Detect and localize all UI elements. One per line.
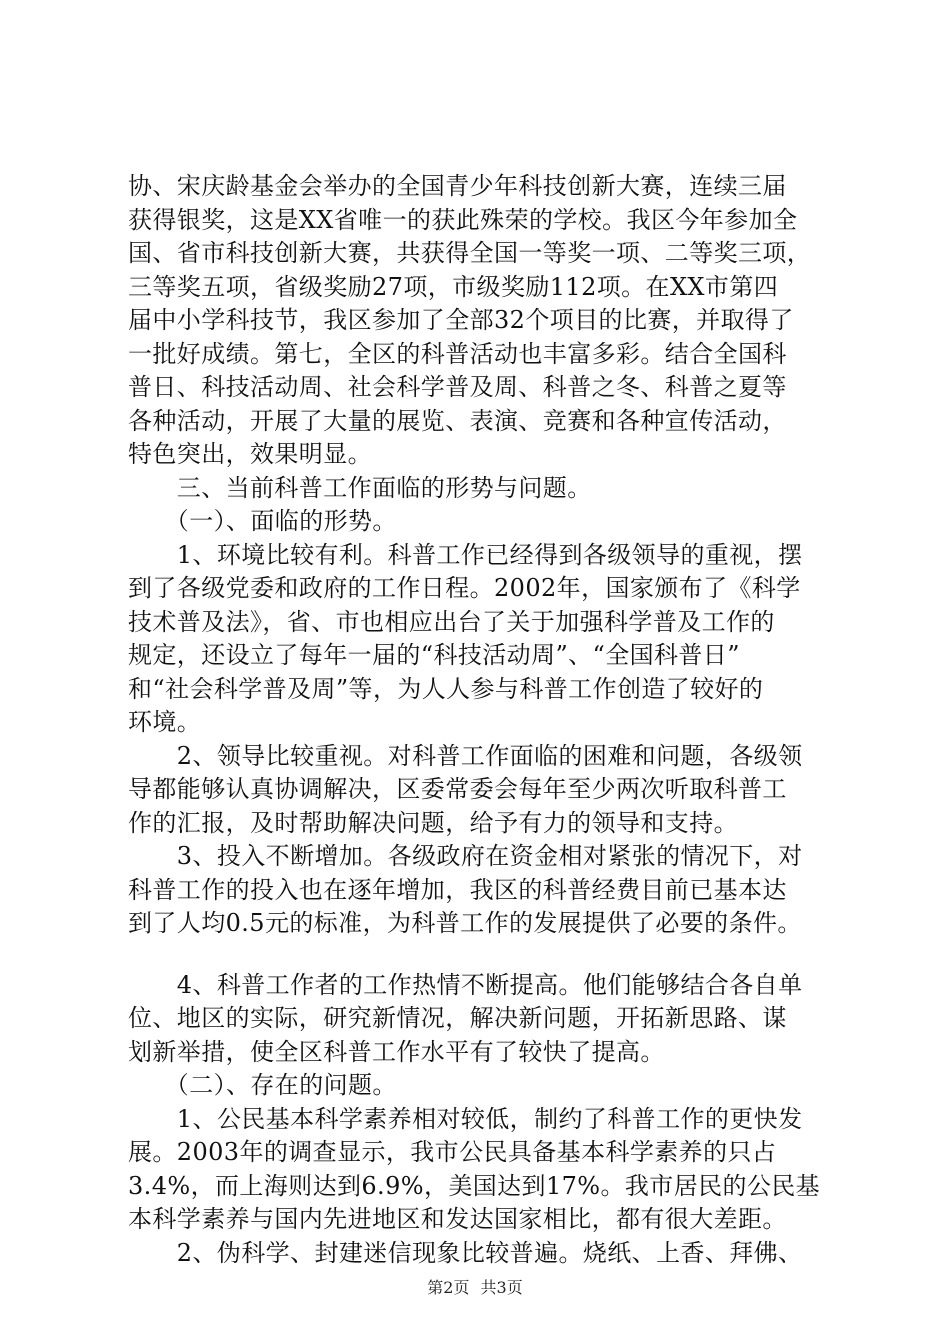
text-line: 到了人均0.5元的标准，为科普工作的发展提供了必要的条件。 — [128, 909, 802, 937]
subsection-heading: （二）、存在的问题。 — [128, 1071, 397, 1099]
document-body — [128, 170, 858, 1270]
text-line: 划新举措，使全区科普工作水平有了较快了提高。 — [128, 1037, 665, 1066]
text-line: 规定，还设立了每年一届的“科技活动周”、“全国科普日” — [128, 641, 740, 669]
text-line: 位、地区的实际，研究新情况，解决新问题，开拓新思路、谋 — [128, 1004, 787, 1032]
text-line: 1、环境比较有利。科普工作已经得到各级领导的重视，摆 — [128, 540, 803, 569]
text-line: 各种活动，开展了大量的展览、表演、竞赛和各种宣传活动， — [128, 406, 787, 435]
text-line: 1、公民基本科学素养相对较低，制约了科普工作的更快发 — [128, 1104, 803, 1133]
section-heading: 三、当前科普工作面临的形势与问题。 — [128, 473, 592, 502]
text-line: 3.4%，而上海则达到6.9%，美国达到17%。我市居民的公民基 — [128, 1171, 821, 1200]
text-line: 导都能够认真协调解决，区委常委会每年至少两次听取科普工 — [128, 775, 787, 803]
text-line: 本科学素养与国内先进地区和发达国家相比，都有很大差距。 — [128, 1205, 787, 1233]
text-line: 科普工作的投入也在逐年增加，我区的科普经费目前已基本达 — [128, 875, 787, 904]
text-line: 获得银奖，这是XX省唯一的获此殊荣的学校。我区今年参加全 — [128, 205, 798, 234]
page-footer — [0, 1278, 950, 1298]
text-line: 技术普及法》，省、市也相应出台了关于加强科学普及工作的 — [128, 607, 775, 636]
text-line: 2、伪科学、封建迷信现象比较普遍。烧纸、上香、拜佛、 — [128, 1238, 803, 1267]
text-line: 特色突出，效果明显。 — [128, 440, 372, 468]
text-line: 展。2003年的调查显示，我市公民具备基本科学素养的只占 — [128, 1138, 777, 1166]
text-line: 一批好成绩。第七，全区的科普活动也丰富多彩。结合全国科 — [128, 339, 787, 368]
text-line: 协、宋庆龄基金会举办的全国青少年科技创新大赛，连续三届 — [128, 172, 787, 200]
text-line: 到了各级党委和政府的工作日程。2002年，国家颁布了《科学 — [128, 574, 801, 602]
text-line: 2、领导比较重视。对科普工作面临的困难和问题，各级领 — [128, 741, 803, 770]
text-line: 3、投入不断增加。各级政府在资金相对紧张的情况下，对 — [128, 842, 803, 870]
page-number: 第2页 — [427, 1278, 470, 1297]
text-line: 作的汇报，及时帮助解决问题，给予有力的领导和支持。 — [128, 808, 738, 837]
text-line: 环境。 — [128, 708, 202, 736]
text-line: 4、科普工作者的工作热情不断提高。他们能够结合各自单 — [128, 970, 803, 999]
text-line: 届中小学科技节，我区参加了全部32个项目的比赛，并取得了 — [128, 306, 794, 334]
text-line: 国、省市科技创新大赛，共获得全国一等奖一项、二等奖三项， — [128, 239, 812, 267]
text-line: 和“社会科学普及周”等，为人人参与科普工作创造了较好的 — [128, 674, 764, 703]
blank-line — [128, 941, 858, 969]
subsection-heading: （一）、面临的形势。 — [128, 507, 397, 535]
text-line: 三等奖五项，省级奖励27项，市级奖励112项。在XX市第四 — [128, 272, 779, 301]
text-line: 普日、科技活动周、社会科学普及周、科普之冬、科普之夏等 — [128, 373, 787, 401]
page-total: 共3页 — [480, 1278, 523, 1297]
